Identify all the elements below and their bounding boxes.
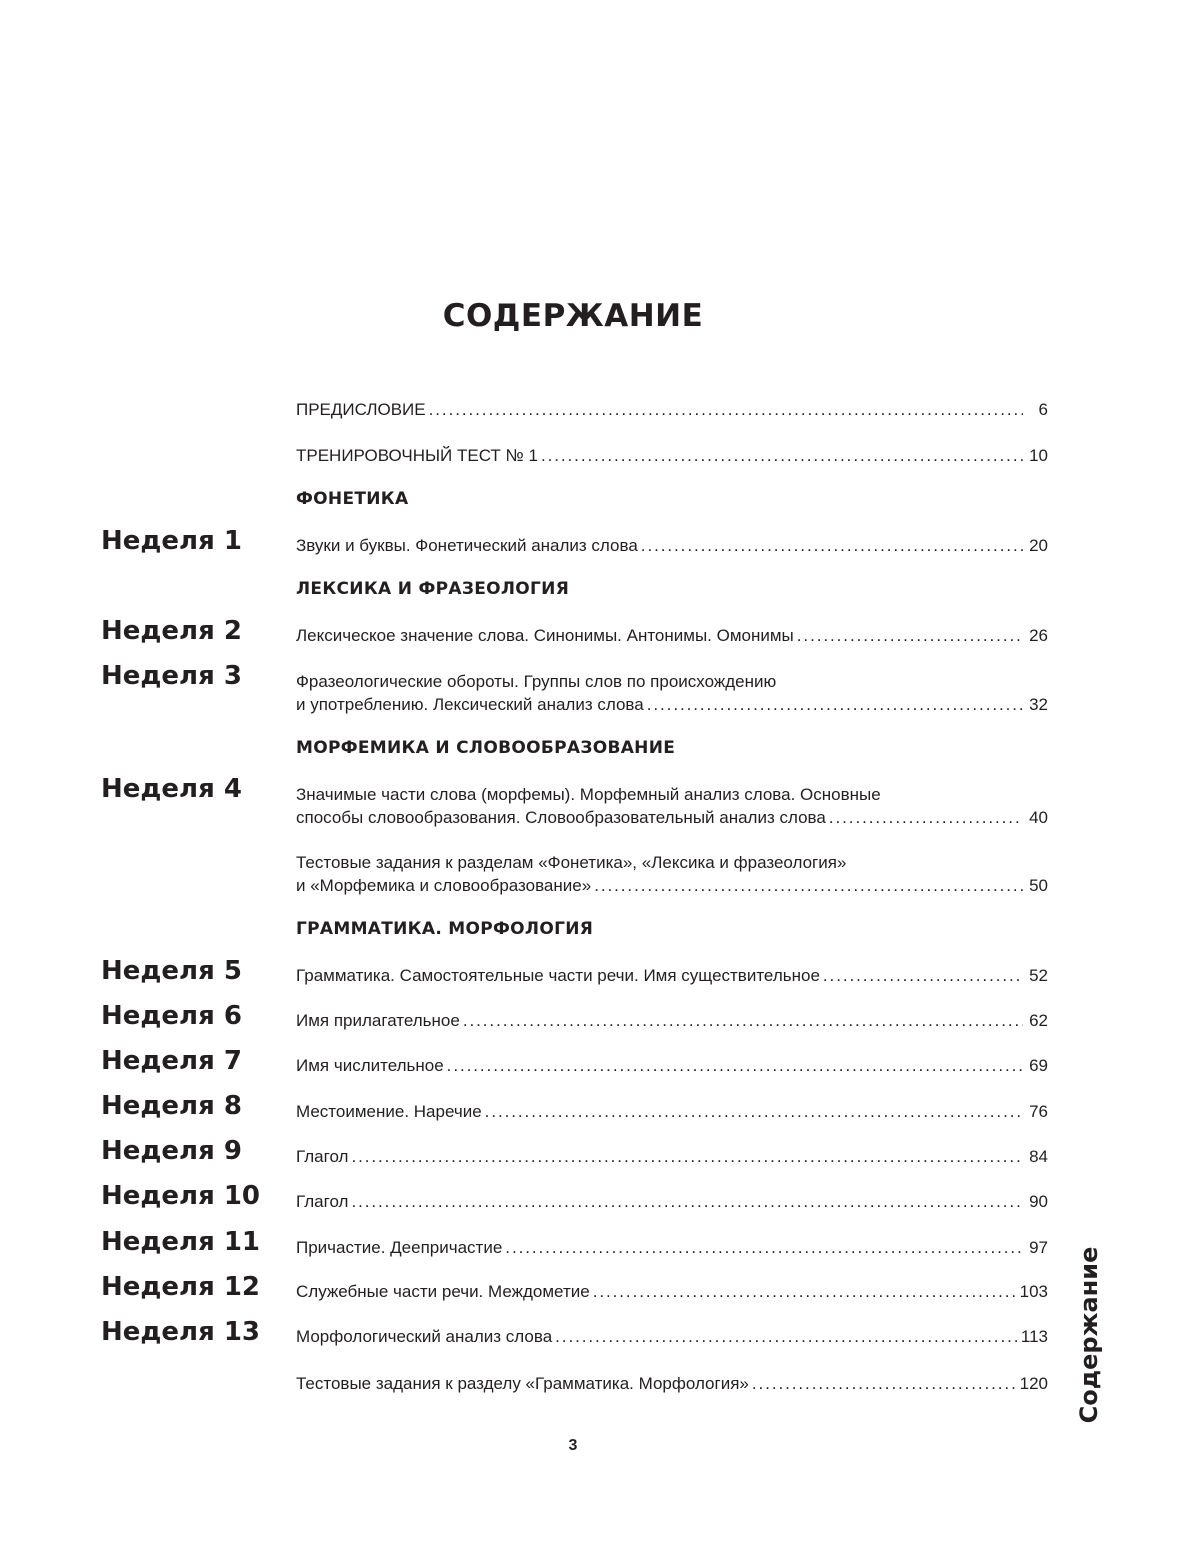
week-label-9: Неделя 9 <box>101 1136 242 1166</box>
toc-entry-pronoun-adverb[interactable] <box>296 1100 1048 1123</box>
toc-entry-text: Служебные части речи. Междометие <box>296 1282 590 1301</box>
toc-page-number: 120 <box>1019 1374 1048 1393</box>
dot-leader <box>593 1280 1017 1303</box>
page-title: СОДЕРЖАНИЕ <box>442 298 704 334</box>
week-label-8: Неделя 8 <box>101 1091 242 1121</box>
side-running-header-text: Содержание <box>1075 1246 1103 1424</box>
dot-leader <box>351 1145 1023 1168</box>
dot-leader <box>829 806 1023 829</box>
toc-entry-text: ПРЕДИСЛОВИЕ <box>296 400 426 419</box>
toc-entry-text: Глагол <box>296 1192 349 1211</box>
toc-page-number: 40 <box>1029 808 1048 827</box>
toc-page-number: 69 <box>1029 1056 1048 1075</box>
dot-leader <box>641 534 1023 557</box>
toc-entry-sounds-letters[interactable] <box>296 534 1048 557</box>
toc-entry-training-test[interactable] <box>296 444 1048 467</box>
toc-entry-text: Морфологический анализ слова <box>296 1327 553 1346</box>
week-label-12: Неделя 12 <box>101 1272 260 1302</box>
toc-entry-text: Тестовые задания к разделу «Грамматика. Морфология» <box>296 1374 749 1393</box>
toc-entry-text: Причастие. Деепричастие <box>296 1238 503 1257</box>
week-label-5: Неделя 5 <box>101 956 242 986</box>
toc-page-number: 20 <box>1029 536 1048 555</box>
toc-entry-participle[interactable] <box>296 1236 1048 1259</box>
toc-entry-morphological-analysis[interactable] <box>296 1325 1048 1348</box>
dot-leader <box>594 874 1023 897</box>
week-label-4: Неделя 4 <box>101 774 242 804</box>
toc-entry-text: Имя прилагательное <box>296 1011 460 1030</box>
toc-page-number: 26 <box>1029 626 1048 645</box>
week-label-11: Неделя 11 <box>101 1227 260 1257</box>
toc-page-number: 113 <box>1020 1327 1048 1346</box>
toc-entry-function-words[interactable] <box>296 1280 1048 1303</box>
toc-entry-text: Местоимение. Наречие <box>296 1102 482 1121</box>
toc-entry-text: и «Морфемика и словообразование» <box>296 876 592 895</box>
toc-entry-noun[interactable] <box>296 964 1048 987</box>
dot-leader <box>463 1009 1023 1032</box>
toc-entry-morphemes[interactable] <box>296 783 1048 829</box>
toc-page-number: 62 <box>1029 1011 1048 1030</box>
toc-page-number: 84 <box>1029 1147 1048 1166</box>
toc-entry-text: Грамматика. Самостоятельные части речи. Имя существительное <box>296 966 820 985</box>
section-heading-morphemics: МОРФЕМИКА И СЛОВООБРАЗОВАНИЕ <box>296 738 676 758</box>
week-label-3: Неделя 3 <box>101 661 242 691</box>
week-label-7: Неделя 7 <box>101 1046 242 1076</box>
dot-leader <box>555 1325 1018 1348</box>
toc-entry-text: ТРЕНИРОВОЧНЫЙ ТЕСТ № 1 <box>296 446 538 465</box>
dot-leader <box>823 964 1023 987</box>
week-label-13: Неделя 13 <box>101 1317 260 1347</box>
toc-entry-adjective[interactable] <box>296 1009 1048 1032</box>
toc-page-number: 76 <box>1029 1102 1048 1121</box>
dot-leader <box>797 624 1023 647</box>
page-number: 3 <box>568 1437 578 1454</box>
dot-leader <box>505 1236 1023 1259</box>
toc-entry-text: Фразеологические обороты. Группы слов по происхождению <box>296 672 777 691</box>
toc-entry-phraseology[interactable] <box>296 670 1048 716</box>
toc-entry-text: Звуки и буквы. Фонетический анализ слова <box>296 536 638 555</box>
week-label-10: Неделя 10 <box>101 1181 260 1211</box>
toc-entry-tests-phonetics-lexicon[interactable] <box>296 851 1048 897</box>
toc-entry-text: Тестовые задания к разделам «Фонетика», «Лексика и фразеология» <box>296 853 847 872</box>
toc-entry-text: способы словообразования. Словообразовательный анализ слова <box>296 808 826 827</box>
dot-leader <box>447 1054 1023 1077</box>
dot-leader <box>485 1100 1023 1123</box>
section-heading-phonetics: ФОНЕТИКА <box>296 489 409 509</box>
section-heading-lexicon: ЛЕКСИКА И ФРАЗЕОЛОГИЯ <box>296 579 570 599</box>
dot-leader <box>429 398 1023 421</box>
toc-entry-tests-grammar[interactable] <box>296 1372 1048 1395</box>
week-label-6: Неделя 6 <box>101 1001 242 1031</box>
toc-entry-preface[interactable] <box>296 398 1048 421</box>
dot-leader <box>351 1190 1023 1213</box>
toc-entry-text: и употреблению. Лексический анализ слова <box>296 695 644 714</box>
toc-entry-text: Значимые части слова (морфемы). Морфемный анализ слова. Основные <box>296 785 881 804</box>
dot-leader <box>541 444 1023 467</box>
toc-page-number: 6 <box>1038 400 1048 419</box>
toc-page-number: 103 <box>1019 1282 1048 1301</box>
toc-page-number: 97 <box>1029 1238 1048 1257</box>
toc-entry-text: Лексическое значение слова. Синонимы. Антонимы. Омонимы <box>296 626 794 645</box>
toc-entry-lexical-meaning[interactable] <box>296 624 1048 647</box>
section-heading-grammar: ГРАММАТИКА. МОРФОЛОГИЯ <box>296 919 594 939</box>
toc-entry-numeral[interactable] <box>296 1054 1048 1077</box>
dot-leader <box>647 693 1023 716</box>
toc-entry-verb-1[interactable] <box>296 1145 1048 1168</box>
toc-page-number: 32 <box>1029 695 1048 714</box>
toc-entry-text: Имя числительное <box>296 1056 444 1075</box>
toc-entry-verb-2[interactable] <box>296 1190 1048 1213</box>
dot-leader <box>752 1372 1017 1395</box>
week-label-1: Неделя 1 <box>101 526 242 556</box>
toc-page-number: 50 <box>1029 876 1048 895</box>
toc-entry-text: Глагол <box>296 1147 349 1166</box>
toc-page-number: 52 <box>1029 966 1048 985</box>
toc-page-number: 10 <box>1029 446 1048 465</box>
week-label-2: Неделя 2 <box>101 616 242 646</box>
toc-page-number: 90 <box>1029 1192 1048 1211</box>
